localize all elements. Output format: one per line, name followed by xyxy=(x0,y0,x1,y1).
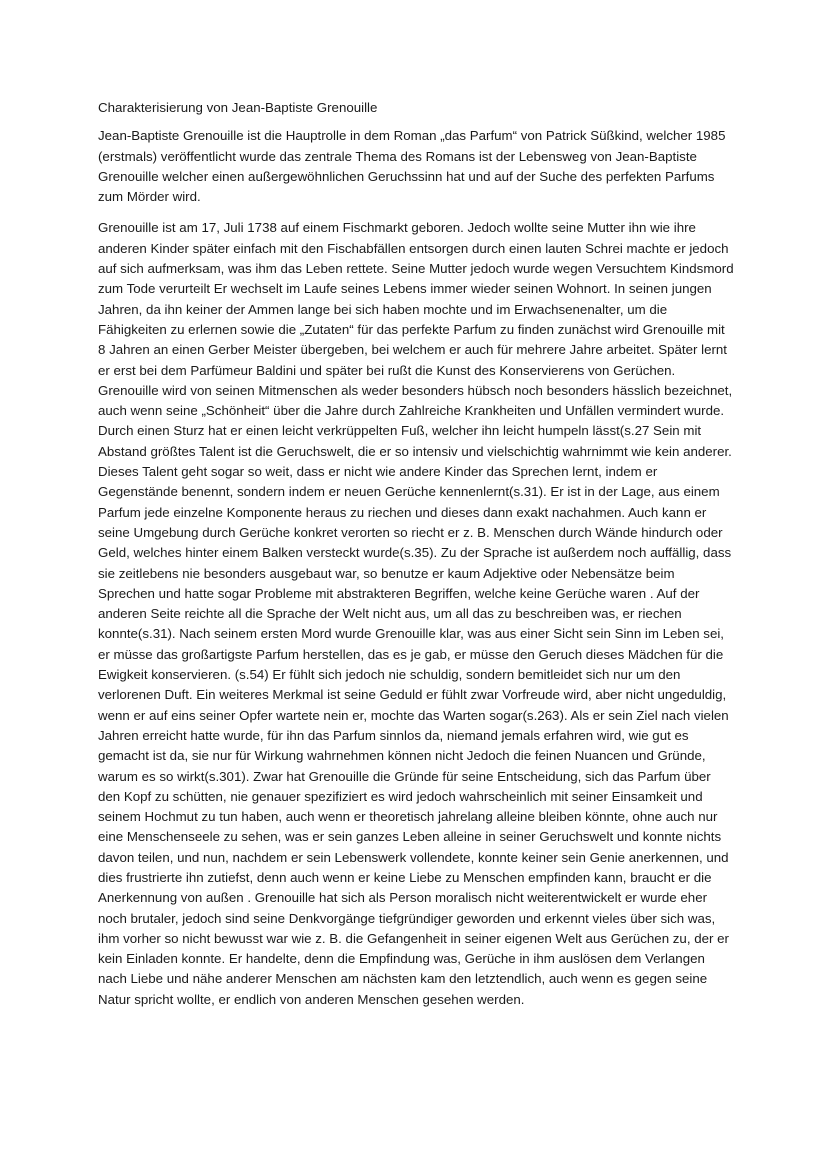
paragraph-main: Grenouille ist am 17, Juli 1738 auf einem Fischmarkt geboren. Jedoch wollte seine Mutter ihn wie ihre anderen Kinder später einfach mit den Fischabfällen entsorgen durch einen lauten Schrei machte er jedoch auf sich aufmerksam, was ihm das Leben rettete. Seine Mutter jedoch wurde wegen Versuchtem Kindsmord zum Tode verurteilt Er wechselt im Laufe seines Lebens immer wieder seinen Wohnort. In seinen jungen Jahren, da ihn keiner der Ammen lange bei sich haben mochte und im Erwachsenenalter, um die Fähigkeiten zu erlernen sowie die „Zutaten“ für das perfekte Parfum zu finden zunächst wird Grenouille mit 8 Jahren an einen Gerber Meister übergeben, bei welchem er auch für mehrere Jahre arbeitet. Später lernt er erst bei dem Parfümeur Baldini und später bei rußt die Kunst des Konservierens von Gerüchen. Grenouille wird von seinen Mitmenschen als weder besonders hübsch noch besonders hässlich bezeichnet, auch wenn seine „Schönheit“ über die Jahre durch Zahlreiche Krankheiten und Unfällen vermindert wurde. Durch einen Sturz hat er einen leicht verkrüppelten Fuß, welcher ihn leicht humpeln lässt(s.27 Sein mit Abstand größtes Talent ist die Geruchswelt, die er so intensiv und vielschichtig wahrnimmt wie kein anderer. Dieses Talent geht sogar so weit, dass er nicht wie andere Kinder das Sprechen lernt, indem er Gegenstände benennt, sondern indem er neuen Gerüche kennenlernt(s.31). Er ist in der Lage, aus einem Parfum jede einzelne Komponente heraus zu riechen und dieses dann exakt nachahmen. Auch kann er seine Umgebung durch Gerüche konkret verorten so riecht er z. B. Menschen durch Wände hindurch oder Geld, welches hinter einem Balken versteckt wurde(s.35). Zu der Sprache ist außerdem noch auffällig, dass sie zeitlebens nie besonders ausgebaut war, so benutze er kaum Adjektive oder Nebensätze beim Sprechen und hatte sogar Probleme mit abstrakteren Begriffen, welche keine Gerüche waren . Auf der anderen Seite reichte all die Sprache der Welt nicht aus, um all das zu beschreiben was, er riechen konnte(s.31). Nach seinem ersten Mord wurde Grenouille klar, was aus einer Sicht sein Sinn im Leben sei, er müsse das großartigste Parfum herstellen, das es je gab, er müsse den Geruch dieses Mädchen für die Ewigkeit konservieren. (s.54) Er fühlt sich jedoch nie schuldig, sondern bemitleidet sich nur um den verlorenen Duft. Ein weiteres Merkmal ist seine Geduld er fühlt zwar Vorfreude wird, aber nicht ungeduldig, wenn er auf eins seiner Opfer wartete nein er, mochte das Warten sogar(s.263). Als er sein Ziel nach vielen Jahren erreicht hatte wurde, für ihn das Parfum sinnlos da, niemand jemals erfahren wird, wie gut es gemacht ist da, sie nur für Wirkung wahrnehmen können nicht Jedoch die feinen Nuancen und Gründe, warum es so wirkt(s.301). Zwar hat Grenouille die Gründe für seine Entscheidung, sich das Parfum über den Kopf zu schütten, nie genauer spezifiziert es wird jedoch wahrscheinlich mit seiner Einsamkeit und seinem Hochmut zu tun haben, auch wenn er theoretisch jahrelang alleine bleiben könnte, ohne auch nur eine Menschenseele zu sehen, was er sein ganzes Leben alleine in seiner Geruchswelt und konnte nichts davon teilen, und nun, nachdem er sein Lebenswerk vollendete, konnte keiner sein Genie anerkennen, und dies frustrierte ihn zutiefst, denn auch wenn er keine Liebe zu Menschen empfinden kann, braucht er die Anerkennung von außen . Grenouille hat sich als Person moralisch nicht weiterentwickelt er wurde eher noch brutaler, jedoch sind seine Denkvorgänge tiefgründiger geworden und erkennt vieles über sich was, ihm vorher so nicht bewusst war wie z. B. die Gefangenheit in seiner eigenen Welt aus Gerüchen zu, der er kein Einladen konnte. Er handelte, denn die Empfindung was, Gerüche in ihm auslösen dem Verlangen nach Liebe und nähe anderer Menschen am nächsten kam den letztendlich, auch wenn es gegen seine Natur spricht wollte, er endlich von anderen Menschen gesehen werden. xyxy=(98,220,734,1007)
document-body xyxy=(98,98,734,1021)
document-title: Charakterisierung von Jean-Baptiste Grenouille xyxy=(98,100,378,115)
paragraph-intro: Jean-Baptiste Grenouille ist die Hauptrolle in dem Roman „das Parfum“ von Patrick Süßkind, welcher 1985 (erstmals) veröffentlicht wurde das zentrale Thema des Romans ist der Lebensweg von Jean-Baptiste Grenouille welcher einen außergewöhnlichen Geruchssinn hat und auf der Suche des perfekten Parfums zum Mörder wird. xyxy=(98,128,726,205)
